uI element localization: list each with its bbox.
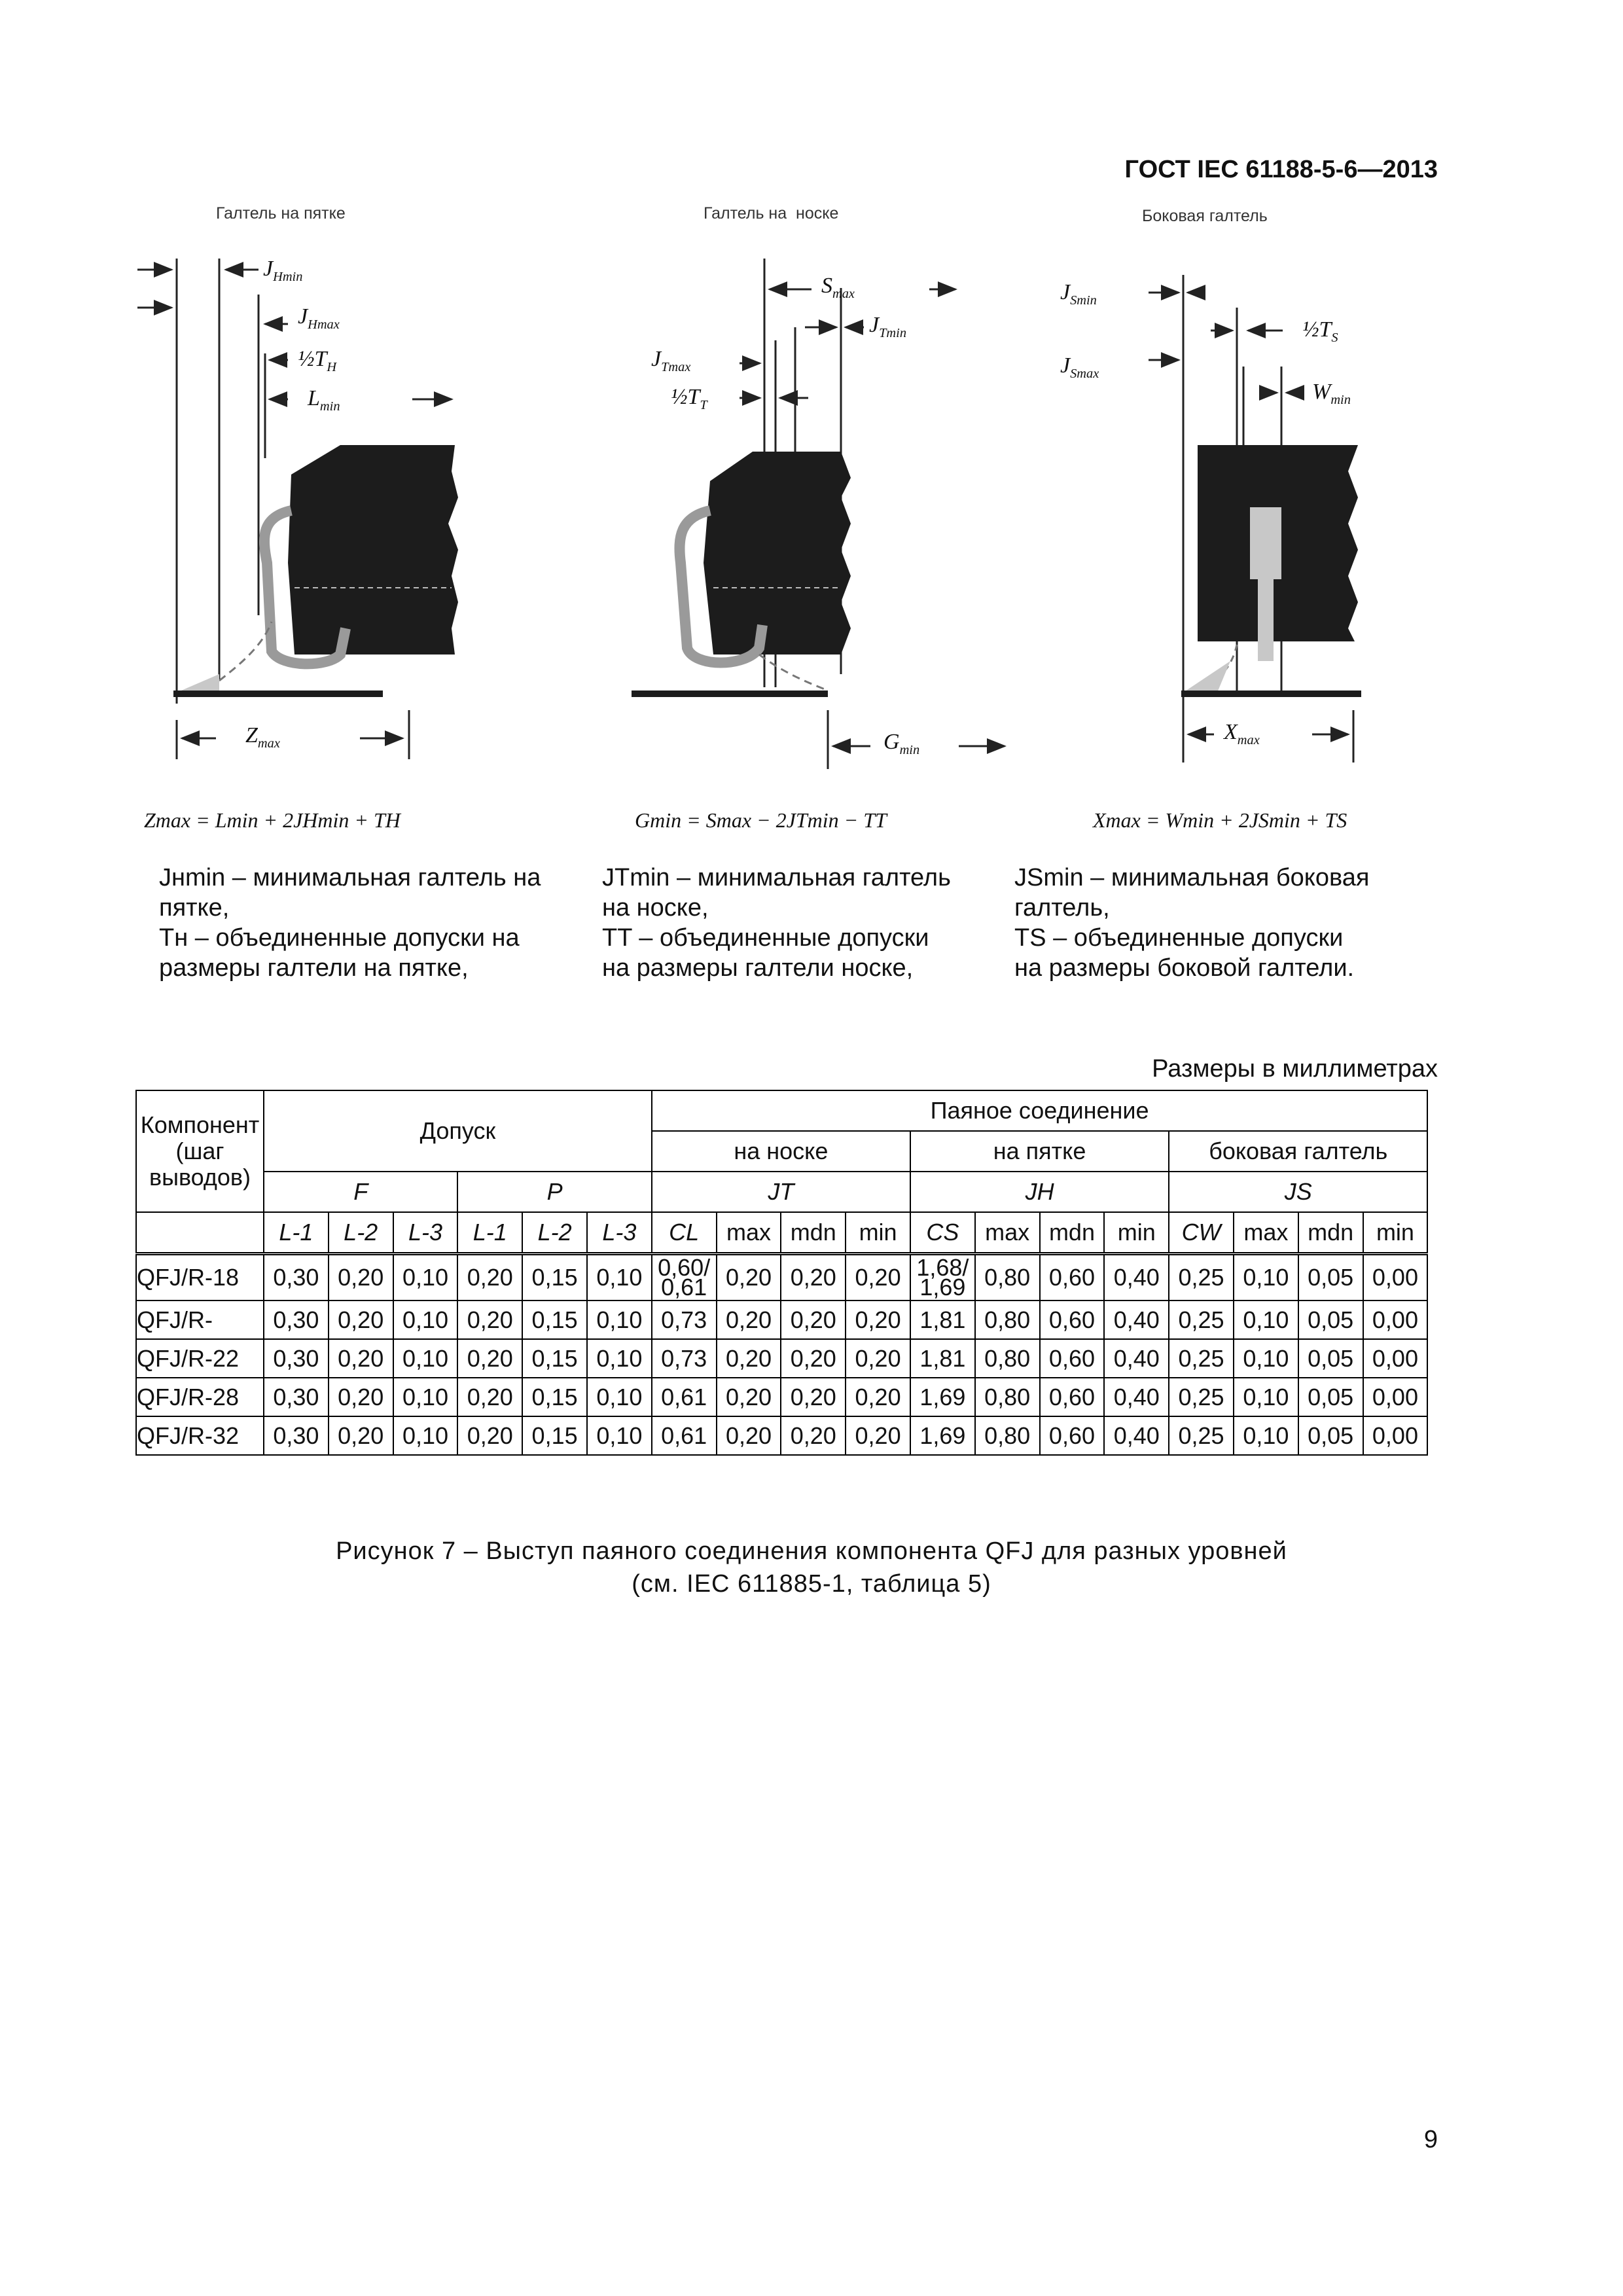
table-cell: 0,05 (1298, 1300, 1363, 1339)
sub-header-cell: L-1 (264, 1212, 329, 1254)
table-cell: 0,60 (1040, 1300, 1105, 1339)
table-cell: 0,05 (1298, 1416, 1363, 1455)
sub-header-cell: min (1363, 1212, 1428, 1254)
table-row (136, 1300, 1427, 1339)
page-number: 9 (1423, 2126, 1438, 2153)
label-jhmin: $J_{Hmin}$ (263, 257, 303, 284)
table-cell: 0,20 (329, 1378, 393, 1416)
col-header-toe: на носке (652, 1131, 910, 1172)
table-cell: 0,20 (846, 1254, 910, 1301)
sub-header-cell: L-2 (522, 1212, 587, 1254)
col-header-p: P (457, 1172, 651, 1212)
table-cell: 0,20 (457, 1416, 522, 1455)
table-cell: 0,40 (1104, 1378, 1169, 1416)
formula-toe: Gmin = Smax − 2JTmin − TT (635, 808, 887, 832)
table-cell: 0,30 (264, 1378, 329, 1416)
table-cell: 0,10 (393, 1300, 458, 1339)
label-zmax: $Z_{max}$ (245, 723, 280, 751)
table-cell: 1,69 (910, 1416, 975, 1455)
table-cell: 0,25 (1169, 1300, 1234, 1339)
table-cell: 0,30 (264, 1339, 329, 1378)
table-cell: 0,20 (846, 1378, 910, 1416)
table-cell: 0,00 (1363, 1416, 1428, 1455)
table-cell: 0,15 (522, 1378, 587, 1416)
table-cell: 0,15 (522, 1254, 587, 1301)
row-component-cell: QFJ/R-18 (136, 1254, 264, 1301)
table-cell: 0,00 (1363, 1254, 1428, 1301)
table-cell: 0,20 (717, 1254, 781, 1301)
table-cell: 0,05 (1298, 1254, 1363, 1301)
table-cell: 0,25 (1169, 1378, 1234, 1416)
table-body (136, 1254, 1427, 1456)
col-header-jt: JT (652, 1172, 910, 1212)
table-cell: 0,61 (652, 1416, 717, 1455)
col-header-side: боковая галтель (1169, 1131, 1427, 1172)
table-cell: 0,10 (1234, 1378, 1298, 1416)
table-cell: 1,69 (910, 1378, 975, 1416)
table-cell: 0,10 (587, 1254, 652, 1301)
label-jhmax: $J_{Hmax}$ (298, 304, 340, 332)
table-cell: 0,10 (587, 1416, 652, 1455)
table-cell: 0,80 (975, 1300, 1040, 1339)
label-half-ts: $\frac{1}{2}T_S$ (1302, 317, 1338, 345)
table-cell: 0,40 (1104, 1339, 1169, 1378)
units-note: Размеры в миллиметрах (1152, 1055, 1438, 1083)
table-cell: 0,00 (1363, 1339, 1428, 1378)
table-cell: 0,20 (781, 1339, 846, 1378)
sub-header-cell: L-2 (329, 1212, 393, 1254)
table-cell: 0,10 (587, 1300, 652, 1339)
panel-title-side: Боковая галтель (1142, 207, 1268, 225)
label-jsmin: $J_{Smin}$ (1060, 280, 1097, 308)
table-cell: 0,60 (1040, 1378, 1105, 1416)
table-cell: 0,10 (1234, 1300, 1298, 1339)
table-cell: 0,20 (329, 1416, 393, 1455)
table-cell: 0,20 (846, 1300, 910, 1339)
table-cell: 0,61 (652, 1378, 717, 1416)
table-cell: 0,20 (781, 1378, 846, 1416)
legend-heel: Jнmin – минимальная галтель на пятке, Tн – объединенные допуски на размеры галтели на пятке, (159, 864, 541, 982)
table-row (136, 1254, 1427, 1301)
table-cell: 0,15 (522, 1300, 587, 1339)
table-row (136, 1339, 1427, 1378)
table-cell: 0,20 (846, 1416, 910, 1455)
label-jtmin: $J_{Tmin}$ (869, 313, 907, 340)
table-cell: 0,30 (264, 1254, 329, 1301)
table-cell: 0,20 (457, 1254, 522, 1301)
label-xmax: $X_{max}$ (1224, 720, 1260, 747)
table-cell: 0,80 (975, 1339, 1040, 1378)
solder-fillet-figure (0, 0, 1623, 884)
sub-header-cell: mdn (1040, 1212, 1105, 1254)
table-cell: 0,20 (457, 1300, 522, 1339)
legend-toe: JTmin – минимальная галтель на носке, TT – объединенные допуски на размеры галтели носке, (602, 864, 951, 982)
table-cell: 1,68/ 1,69 (910, 1254, 975, 1301)
col-header-js: JS (1169, 1172, 1427, 1212)
table-cell: 0,10 (1234, 1339, 1298, 1378)
table-cell: 0,40 (1104, 1300, 1169, 1339)
col-header-component: Компонент (шаг выводов) (136, 1090, 264, 1212)
table-cell: 0,00 (1363, 1378, 1428, 1416)
table-cell: 1,81 (910, 1339, 975, 1378)
table-cell: 0,20 (781, 1300, 846, 1339)
table-row (136, 1378, 1427, 1416)
col-header-jh: JH (910, 1172, 1169, 1212)
sub-header-row (136, 1212, 1427, 1254)
sub-header-cell: min (1104, 1212, 1169, 1254)
label-lmin: $L_{min}$ (308, 386, 340, 414)
table-cell: 0,20 (846, 1339, 910, 1378)
sub-header-cell: L-3 (587, 1212, 652, 1254)
label-half-tt: $\frac{1}{2}T_T$ (671, 385, 707, 412)
table-cell: 0,60/ 0,61 (652, 1254, 717, 1301)
table-cell: 0,40 (1104, 1416, 1169, 1455)
sub-header-cell: mdn (1298, 1212, 1363, 1254)
sub-header-cell: max (717, 1212, 781, 1254)
table-cell: 0,25 (1169, 1254, 1234, 1301)
table-cell: 0,20 (717, 1339, 781, 1378)
sub-header-cell: max (975, 1212, 1040, 1254)
table-cell: 0,10 (1234, 1416, 1298, 1455)
label-wmin: $W_{min}$ (1312, 380, 1351, 407)
sub-header-cell: min (846, 1212, 910, 1254)
label-jtmax: $J_{Tmax}$ (651, 347, 691, 374)
row-component-cell: QFJ/R-32 (136, 1416, 264, 1455)
table-cell: 0,05 (1298, 1378, 1363, 1416)
tolerance-table (135, 1090, 1428, 1456)
table-cell: 0,10 (393, 1378, 458, 1416)
table-cell: 0,20 (329, 1254, 393, 1301)
col-header-heel: на пятке (910, 1131, 1169, 1172)
formula-heel: Zmax = Lmin + 2JHmin + TH (144, 808, 401, 832)
sub-header-cell: L-3 (393, 1212, 458, 1254)
row-component-cell: QFJ/R- (136, 1300, 264, 1339)
label-gmin: $G_{min}$ (883, 730, 920, 757)
col-header-f: F (264, 1172, 457, 1212)
table-cell: 0,80 (975, 1416, 1040, 1455)
legend-side: JSmin – минимальная боковая галтель, TS – объединенные допуски на размеры боковой галтели. (1014, 864, 1370, 982)
table-cell: 0,20 (717, 1378, 781, 1416)
table-cell: 0,10 (393, 1339, 458, 1378)
table-cell: 0,20 (781, 1254, 846, 1301)
table-cell: 0,60 (1040, 1416, 1105, 1455)
label-jsmax: $J_{Smax}$ (1060, 353, 1099, 381)
table-cell: 0,20 (329, 1339, 393, 1378)
label-half-th: $\frac{1}{2}T_H$ (298, 347, 337, 374)
sub-header-cell: L-1 (457, 1212, 522, 1254)
table-cell: 0,10 (1234, 1254, 1298, 1301)
table-cell: 0,30 (264, 1300, 329, 1339)
table-cell: 0,15 (522, 1416, 587, 1455)
table-cell: 0,10 (587, 1339, 652, 1378)
document-header: ГОСТ IEC 61188-5-6—2013 (1124, 156, 1438, 183)
col-header-tolerance: Допуск (264, 1090, 652, 1172)
table-cell: 0,10 (393, 1416, 458, 1455)
table-cell: 0,20 (781, 1416, 846, 1455)
table-cell: 0,80 (975, 1254, 1040, 1301)
sub-header-cell: mdn (781, 1212, 846, 1254)
table-cell: 0,20 (457, 1378, 522, 1416)
row-component-cell: QFJ/R-22 (136, 1339, 264, 1378)
table-cell: 0,05 (1298, 1339, 1363, 1378)
table-cell: 0,00 (1363, 1300, 1428, 1339)
table-cell: 0,40 (1104, 1254, 1169, 1301)
table-cell: 0,80 (975, 1378, 1040, 1416)
sub-header-cell: CL (652, 1212, 717, 1254)
table-cell: 0,15 (522, 1339, 587, 1378)
table-row (136, 1416, 1427, 1455)
table-cell: 0,60 (1040, 1339, 1105, 1378)
col-header-solder: Паяное соединение (652, 1090, 1428, 1131)
table-cell: 0,60 (1040, 1254, 1105, 1301)
table-cell: 1,81 (910, 1300, 975, 1339)
sub-header-cell: max (1234, 1212, 1298, 1254)
table-cell: 0,20 (717, 1416, 781, 1455)
table-cell: 0,10 (587, 1378, 652, 1416)
table-cell: 0,20 (329, 1300, 393, 1339)
table-cell: 0,73 (652, 1339, 717, 1378)
sub-header-empty (136, 1212, 264, 1254)
table-cell: 0,20 (717, 1300, 781, 1339)
table-cell: 0,73 (652, 1300, 717, 1339)
panel-title-toe: Галтель на носке (704, 204, 839, 223)
table-cell: 0,25 (1169, 1339, 1234, 1378)
label-smax: $S_{max}$ (821, 274, 855, 301)
table-cell: 0,10 (393, 1254, 458, 1301)
formula-side: Xmax = Wmin + 2JSmin + TS (1093, 808, 1347, 832)
figure-caption: Рисунок 7 – Выступ паяного соединения компонента QFJ для разных уровней (см. IEC 611885-1, таблица 5) (336, 1537, 1287, 1598)
panel-title-heel: Галтель на пятке (216, 204, 346, 223)
sub-header-cell: CS (910, 1212, 975, 1254)
table-cell: 0,30 (264, 1416, 329, 1455)
table-cell: 0,20 (457, 1339, 522, 1378)
row-component-cell: QFJ/R-28 (136, 1378, 264, 1416)
sub-header-cell: CW (1169, 1212, 1234, 1254)
table-cell: 0,25 (1169, 1416, 1234, 1455)
